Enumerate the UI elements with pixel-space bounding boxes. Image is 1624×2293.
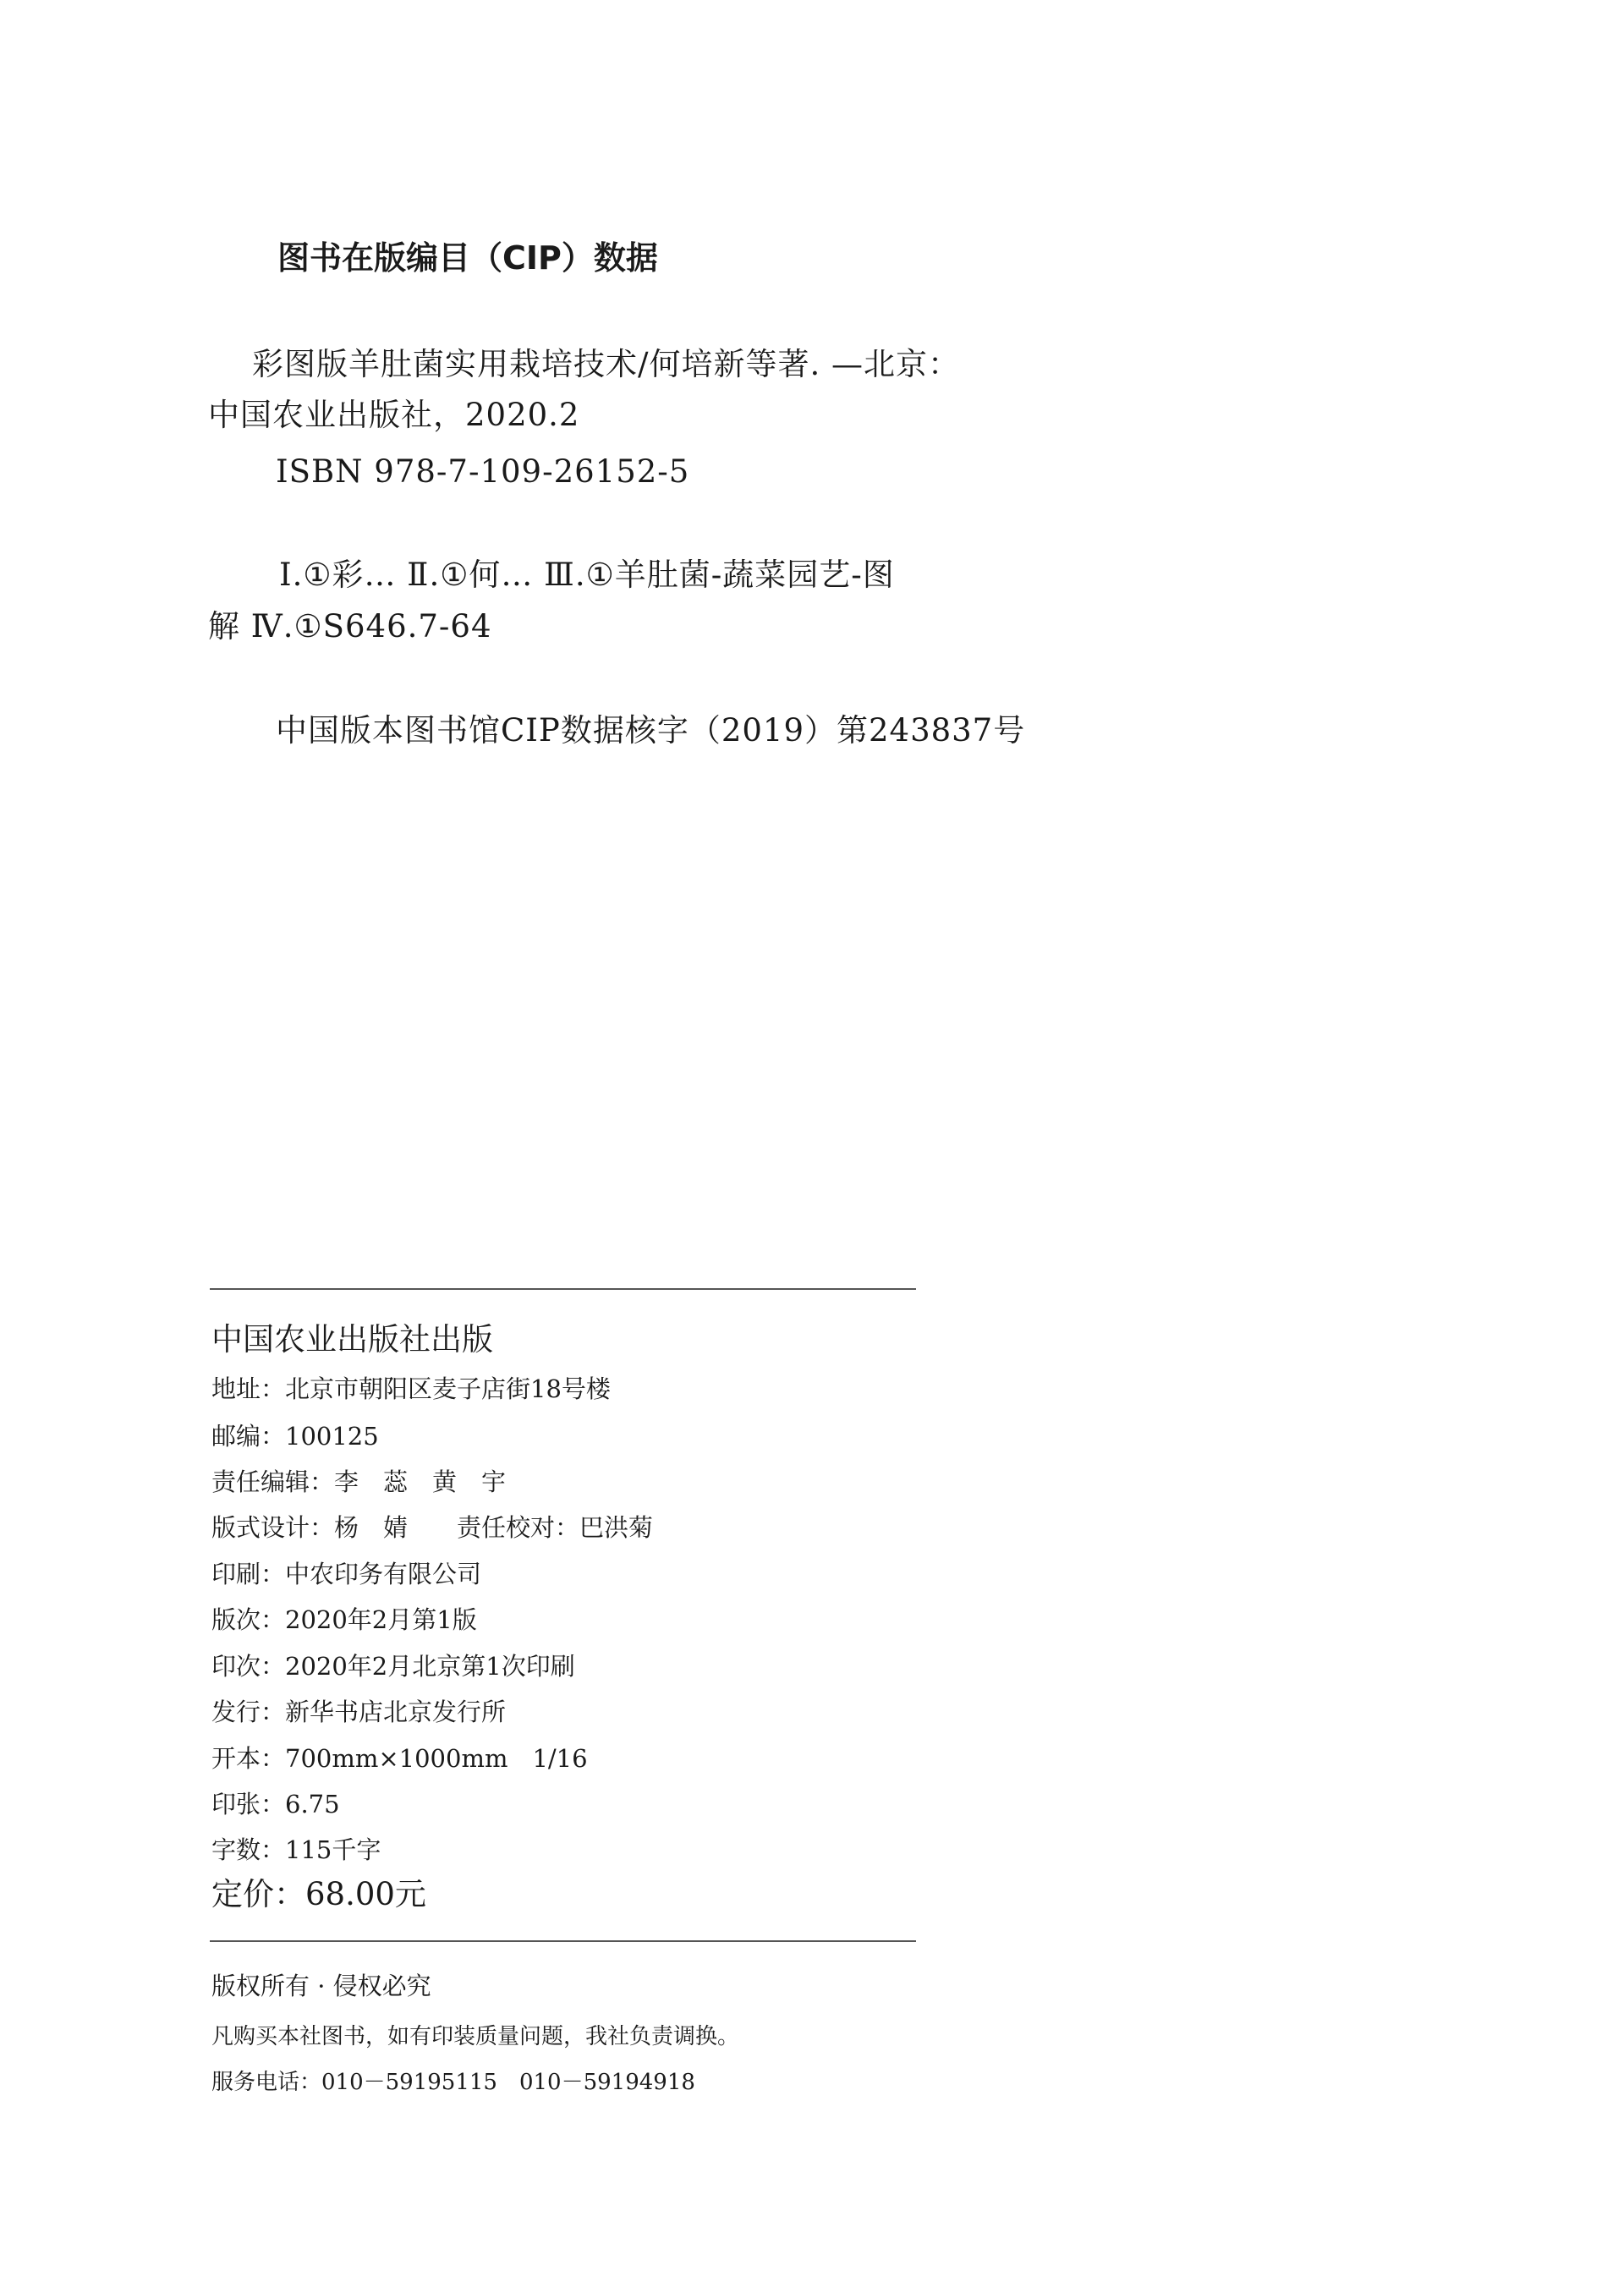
cip-isbn: ISBN 978-7-109-26152-5 [276, 453, 690, 490]
bottom-divider [210, 1940, 916, 1942]
cip-record-number: 中国版本图书馆CIP数据核字（2019）第243837号 [276, 712, 1026, 749]
cip-classification-line-2: 解 Ⅳ.①S646.7-64 [208, 608, 492, 645]
word-count: 字数：115千字 [211, 1835, 381, 1864]
publisher-address: 地址：北京市朝阳区麦子店街18号楼 [211, 1374, 611, 1403]
cip-title-line-1: 彩图版羊肚菌实用栽培技术/何培新等著. —北京： [252, 346, 960, 382]
top-divider [210, 1288, 916, 1290]
price: 定价：68.00元 [211, 1876, 426, 1912]
cip-classification-line-1: Ⅰ.①彩… Ⅱ.①何… Ⅲ.①羊肚菌-蔬菜园艺-图 [279, 557, 895, 593]
format-size: 开本：700mm×1000mm 1/16 [211, 1744, 588, 1773]
replacement-notice: 凡购买本社图书，如有印装质量问题，我社负责调换。 [211, 2024, 740, 2049]
cip-title-line-2: 中国农业出版社，2020.2 [208, 397, 580, 433]
publisher-name: 中国农业出版社出版 [211, 1321, 493, 1358]
service-phone: 服务电话：010－59195115 010－59194918 [211, 2070, 695, 2095]
responsible-editors: 责任编辑：李 蕊 黄 宇 [211, 1467, 507, 1496]
postcode: 邮编：100125 [211, 1422, 379, 1451]
copyright-rights: 版权所有 · 侵权必究 [211, 1972, 431, 2000]
cip-heading: 图书在版编目（CIP）数据 [277, 239, 658, 277]
printed-sheets: 印张：6.75 [211, 1790, 340, 1818]
printer: 印刷：中农印务有限公司 [211, 1560, 482, 1588]
distributor: 发行：新华书店北京发行所 [211, 1698, 507, 1726]
edition: 版次：2020年2月第1版 [211, 1605, 477, 1634]
layout-design-proofreader: 版式设计：杨 婧 责任校对：巴洪菊 [211, 1513, 654, 1542]
impression: 印次：2020年2月北京第1次印刷 [211, 1652, 575, 1681]
